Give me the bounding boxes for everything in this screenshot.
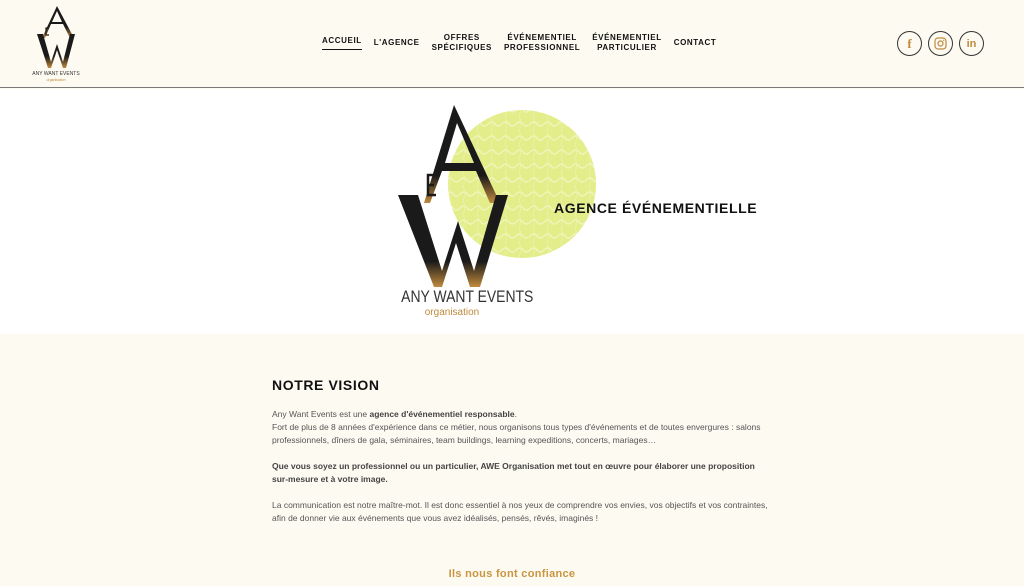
hero-title: AGENCE ÉVÉNEMENTIELLE bbox=[554, 200, 758, 216]
hero-section bbox=[0, 89, 1024, 334]
clients-section-title: Ils nous font confiance bbox=[448, 568, 576, 580]
vision-highlight: agence d'événementiel responsable bbox=[369, 409, 515, 419]
awe-monogram-icon bbox=[30, 4, 82, 70]
vision-experience: Fort de plus de 8 années d'expérience dans ce métier, nous organisons tous types d'événements et de toutes envergures : salons professionnels, dîners de gala, séminaires, team buildings, learning expeditions, concerts, mariages… bbox=[272, 422, 761, 445]
vision-title: NOTRE VISION bbox=[272, 377, 380, 393]
nav-item-agence[interactable]: L'AGENCE bbox=[373, 38, 420, 47]
vision-paragraph-3: La communication est notre maître-mot. Il est donc essentiel à nos yeux de comprendre vos envies, vos objectifs et vos contraintes, afin de donner vie aux événements que vous avez idéalisés, pensés, rêvés, imaginés ! bbox=[272, 500, 768, 523]
header-logo-sub: organisation bbox=[46, 78, 66, 82]
instagram-button[interactable] bbox=[928, 31, 953, 56]
facebook-icon: f bbox=[907, 35, 912, 51]
nav-item-evenementiel-professionnel[interactable]: ÉVÉNEMENTIEL PROFESSIONNEL bbox=[503, 33, 581, 52]
nav-item-evenementiel-particulier[interactable]: ÉVÉNEMENTIEL PARTICULIER bbox=[592, 33, 662, 52]
header-logo[interactable] bbox=[30, 4, 82, 84]
vision-section bbox=[272, 377, 772, 525]
nav-item-contact[interactable]: CONTACT bbox=[673, 38, 717, 47]
site-header bbox=[0, 0, 1024, 88]
hero-logo-name: ANY WANT EVENTS bbox=[401, 287, 534, 306]
vision-paragraph-2: Que vous soyez un professionnel ou un particulier, AWE Organisation met tout en œuvre pour élaborer une proposition sur-mesure et à votre image. bbox=[272, 461, 755, 484]
nav-item-offres-specifiques[interactable]: OFFRES SPÉCIFIQUES bbox=[431, 33, 492, 52]
instagram-icon bbox=[934, 37, 947, 50]
awe-hero-monogram-icon bbox=[390, 103, 610, 288]
header-logo-name: ANY WANT EVENTS bbox=[32, 71, 80, 77]
main-nav bbox=[322, 30, 728, 56]
vision-paragraph-1: Any Want Events est une agence d'événementiel responsable. Fort de plus de 8 années d'expérience dans ce métier, nous organisons tous types d'événements et de toutes envergures : salons professionnels, dîners de gala, séminaires, team buildings, learning expeditions, concerts, mariages… bbox=[272, 409, 761, 445]
hero-logo bbox=[390, 103, 610, 333]
nav-item-accueil[interactable]: ACCUEIL bbox=[322, 36, 362, 50]
linkedin-icon: in bbox=[966, 37, 977, 50]
facebook-button[interactable] bbox=[897, 31, 922, 56]
hero-logo-sub: organisation bbox=[424, 307, 480, 318]
linkedin-button[interactable] bbox=[959, 31, 984, 56]
